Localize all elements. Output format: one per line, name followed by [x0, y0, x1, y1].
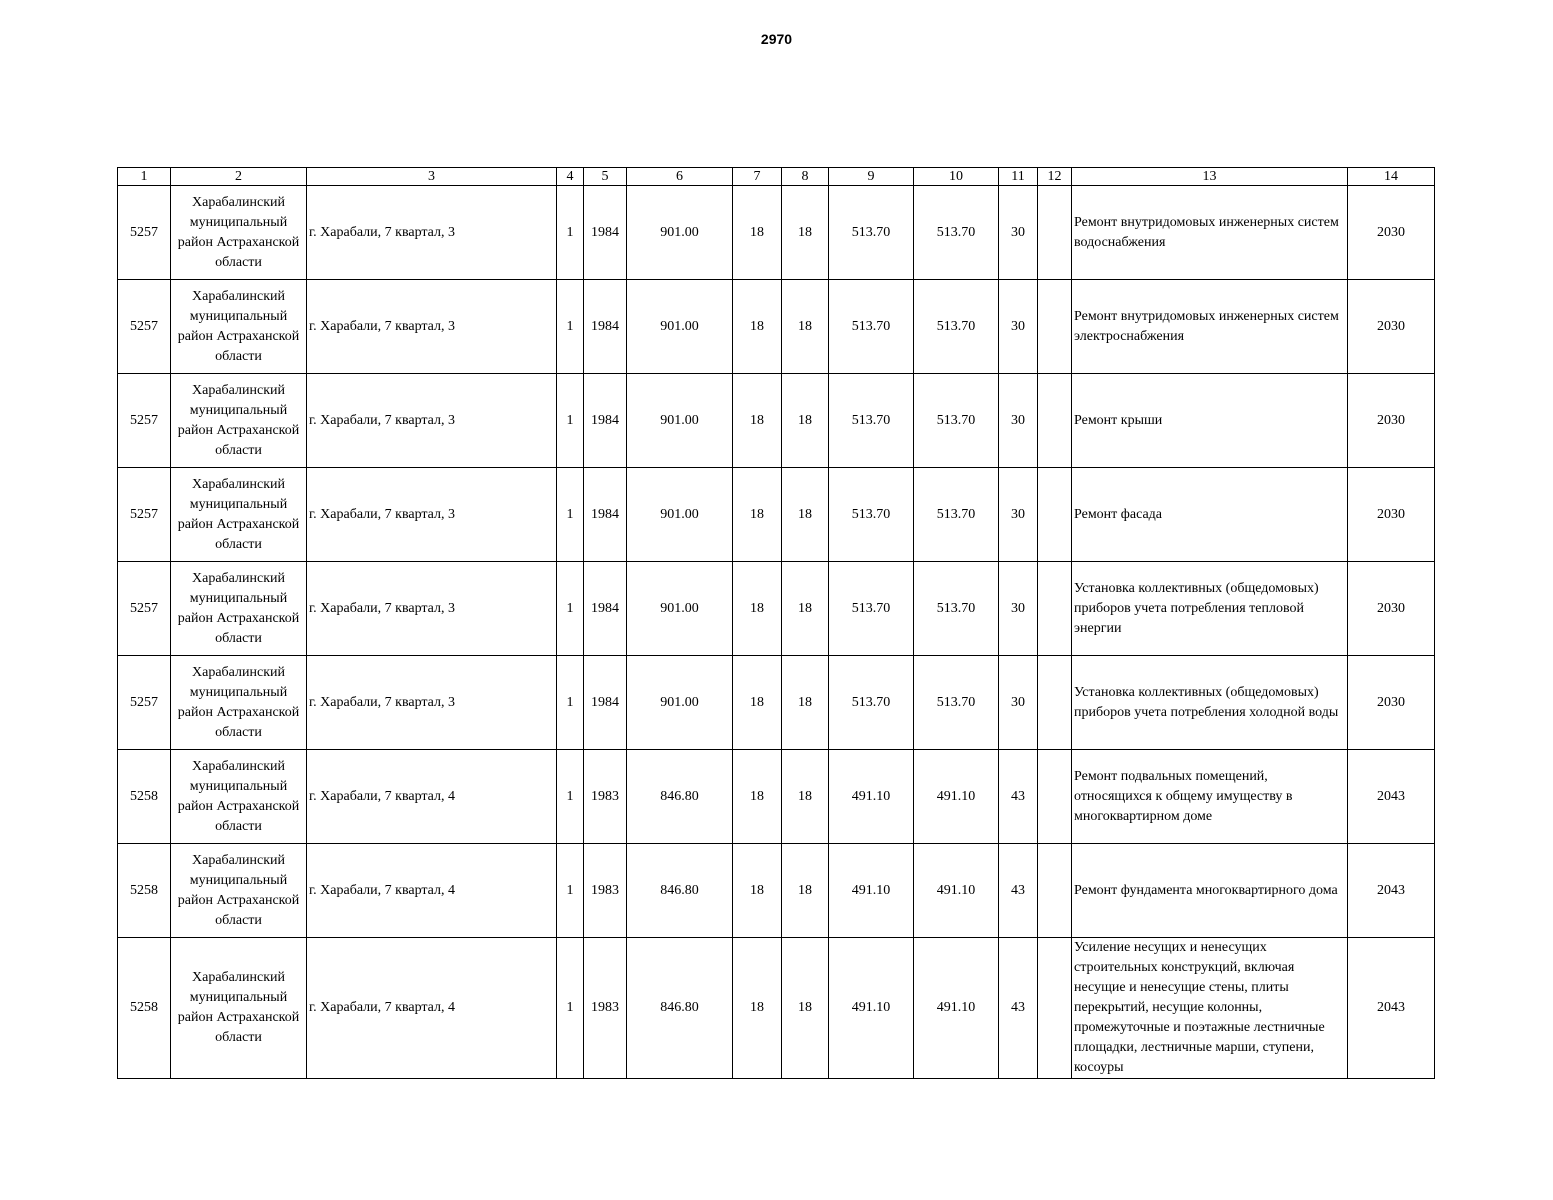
- cell-col8: 18: [782, 280, 829, 374]
- table-row: [118, 938, 1435, 1079]
- header-cell: 2: [171, 168, 307, 186]
- cell-col4: 1: [557, 374, 584, 468]
- cell-col7: 18: [733, 468, 782, 562]
- cell-col11: 30: [999, 186, 1038, 280]
- cell-col11: 43: [999, 844, 1038, 938]
- cell-col4: 1: [557, 468, 584, 562]
- cell-year: 1983: [584, 938, 627, 1079]
- cell-col8: 18: [782, 374, 829, 468]
- cell-col9: 491.10: [829, 750, 914, 844]
- cell-district: Харабалинский муниципальный район Астраханской области: [171, 562, 307, 656]
- header-row: [118, 168, 1435, 186]
- cell-col4: 1: [557, 280, 584, 374]
- cell-col9: 513.70: [829, 656, 914, 750]
- cell-year: 1983: [584, 750, 627, 844]
- cell-col12: [1038, 468, 1072, 562]
- cell-id: 5258: [118, 750, 171, 844]
- cell-col4: 1: [557, 844, 584, 938]
- cell-id: 5257: [118, 280, 171, 374]
- table-row: [118, 562, 1435, 656]
- cell-col12: [1038, 656, 1072, 750]
- cell-col8: 18: [782, 750, 829, 844]
- cell-col12: [1038, 562, 1072, 656]
- cell-col10: 491.10: [914, 938, 999, 1079]
- cell-district: Харабалинский муниципальный район Астраханской области: [171, 844, 307, 938]
- cell-id: 5258: [118, 844, 171, 938]
- cell-plan-year: 2030: [1348, 656, 1435, 750]
- cell-address: г. Харабали, 7 квартал, 3: [307, 468, 557, 562]
- table-row: [118, 844, 1435, 938]
- cell-area-total: 901.00: [627, 280, 733, 374]
- header-cell: 6: [627, 168, 733, 186]
- cell-col12: [1038, 844, 1072, 938]
- cell-plan-year: 2043: [1348, 844, 1435, 938]
- cell-plan-year: 2043: [1348, 938, 1435, 1079]
- cell-address: г. Харабали, 7 квартал, 3: [307, 374, 557, 468]
- cell-col10: 513.70: [914, 186, 999, 280]
- cell-work: Ремонт фундамента многоквартирного дома: [1072, 844, 1348, 938]
- cell-col10: 513.70: [914, 280, 999, 374]
- cell-year: 1984: [584, 280, 627, 374]
- cell-address: г. Харабали, 7 квартал, 4: [307, 938, 557, 1079]
- cell-district: Харабалинский муниципальный район Астраханской области: [171, 186, 307, 280]
- cell-address: г. Харабали, 7 квартал, 3: [307, 186, 557, 280]
- cell-plan-year: 2030: [1348, 280, 1435, 374]
- cell-col12: [1038, 186, 1072, 280]
- cell-district: Харабалинский муниципальный район Астраханской области: [171, 280, 307, 374]
- cell-area-total: 846.80: [627, 750, 733, 844]
- table-row: [118, 656, 1435, 750]
- cell-col4: 1: [557, 750, 584, 844]
- cell-col9: 513.70: [829, 374, 914, 468]
- cell-area-total: 846.80: [627, 844, 733, 938]
- cell-col7: 18: [733, 656, 782, 750]
- cell-col12: [1038, 938, 1072, 1079]
- header-cell: 3: [307, 168, 557, 186]
- cell-col4: 1: [557, 562, 584, 656]
- cell-col10: 491.10: [914, 844, 999, 938]
- cell-year: 1984: [584, 468, 627, 562]
- table-row: [118, 750, 1435, 844]
- cell-id: 5257: [118, 562, 171, 656]
- cell-id: 5257: [118, 656, 171, 750]
- cell-col8: 18: [782, 186, 829, 280]
- cell-col7: 18: [733, 750, 782, 844]
- cell-col7: 18: [733, 938, 782, 1079]
- cell-id: 5257: [118, 468, 171, 562]
- cell-col7: 18: [733, 844, 782, 938]
- header-cell: 14: [1348, 168, 1435, 186]
- cell-work: Ремонт крыши: [1072, 374, 1348, 468]
- cell-plan-year: 2030: [1348, 468, 1435, 562]
- cell-col4: 1: [557, 938, 584, 1079]
- cell-col12: [1038, 750, 1072, 844]
- repair-program-table: [117, 167, 1435, 1079]
- cell-area-total: 901.00: [627, 186, 733, 280]
- cell-year: 1983: [584, 844, 627, 938]
- cell-col9: 491.10: [829, 938, 914, 1079]
- cell-year: 1984: [584, 656, 627, 750]
- header-cell: 7: [733, 168, 782, 186]
- cell-col11: 30: [999, 280, 1038, 374]
- cell-col9: 513.70: [829, 186, 914, 280]
- cell-col12: [1038, 280, 1072, 374]
- cell-col10: 513.70: [914, 468, 999, 562]
- cell-col10: 491.10: [914, 750, 999, 844]
- cell-id: 5257: [118, 186, 171, 280]
- cell-plan-year: 2030: [1348, 374, 1435, 468]
- cell-col9: 513.70: [829, 468, 914, 562]
- cell-district: Харабалинский муниципальный район Астраханской области: [171, 374, 307, 468]
- cell-area-total: 901.00: [627, 374, 733, 468]
- table-row: [118, 468, 1435, 562]
- cell-col11: 30: [999, 656, 1038, 750]
- header-cell: 9: [829, 168, 914, 186]
- table-row: [118, 374, 1435, 468]
- cell-col4: 1: [557, 186, 584, 280]
- cell-col11: 43: [999, 750, 1038, 844]
- cell-plan-year: 2043: [1348, 750, 1435, 844]
- cell-col7: 18: [733, 562, 782, 656]
- cell-plan-year: 2030: [1348, 562, 1435, 656]
- cell-col11: 30: [999, 562, 1038, 656]
- header-cell: 11: [999, 168, 1038, 186]
- cell-district: Харабалинский муниципальный район Астраханской области: [171, 468, 307, 562]
- header-cell: 13: [1072, 168, 1348, 186]
- cell-col7: 18: [733, 280, 782, 374]
- cell-address: г. Харабали, 7 квартал, 3: [307, 280, 557, 374]
- cell-district: Харабалинский муниципальный район Астраханской области: [171, 938, 307, 1079]
- table-row: [118, 280, 1435, 374]
- table-row: [118, 186, 1435, 280]
- cell-col11: 30: [999, 374, 1038, 468]
- cell-id: 5258: [118, 938, 171, 1079]
- cell-work: Установка коллективных (общедомовых) приборов учета потребления холодной воды: [1072, 656, 1348, 750]
- cell-district: Харабалинский муниципальный район Астраханской области: [171, 750, 307, 844]
- cell-col8: 18: [782, 938, 829, 1079]
- cell-col8: 18: [782, 844, 829, 938]
- cell-col10: 513.70: [914, 656, 999, 750]
- cell-col7: 18: [733, 186, 782, 280]
- cell-col11: 43: [999, 938, 1038, 1079]
- header-cell: 8: [782, 168, 829, 186]
- cell-col8: 18: [782, 562, 829, 656]
- cell-address: г. Харабали, 7 квартал, 4: [307, 844, 557, 938]
- cell-col9: 491.10: [829, 844, 914, 938]
- cell-work: Усиление несущих и ненесущих строительных конструкций, включая несущие и ненесущие стены, плиты перекрытий, несущие колонны, промежуточные и поэтажные лестничные площадки, лестничные марши, ступени, косоуры: [1072, 938, 1348, 1079]
- cell-work: Ремонт подвальных помещений, относящихся к общему имуществу в многоквартирном доме: [1072, 750, 1348, 844]
- cell-col7: 18: [733, 374, 782, 468]
- cell-area-total: 901.00: [627, 562, 733, 656]
- header-cell: 5: [584, 168, 627, 186]
- cell-area-total: 846.80: [627, 938, 733, 1079]
- cell-id: 5257: [118, 374, 171, 468]
- cell-col10: 513.70: [914, 562, 999, 656]
- page-number: 2970: [760, 31, 793, 47]
- cell-address: г. Харабали, 7 квартал, 3: [307, 562, 557, 656]
- cell-col8: 18: [782, 468, 829, 562]
- cell-year: 1984: [584, 186, 627, 280]
- cell-col11: 30: [999, 468, 1038, 562]
- cell-col4: 1: [557, 656, 584, 750]
- cell-col9: 513.70: [829, 562, 914, 656]
- cell-year: 1984: [584, 562, 627, 656]
- cell-work: Ремонт внутридомовых инженерных систем электроснабжения: [1072, 280, 1348, 374]
- cell-plan-year: 2030: [1348, 186, 1435, 280]
- cell-area-total: 901.00: [627, 468, 733, 562]
- cell-area-total: 901.00: [627, 656, 733, 750]
- cell-work: Установка коллективных (общедомовых) приборов учета потребления тепловой энергии: [1072, 562, 1348, 656]
- cell-col10: 513.70: [914, 374, 999, 468]
- header-cell: 12: [1038, 168, 1072, 186]
- cell-col8: 18: [782, 656, 829, 750]
- cell-district: Харабалинский муниципальный район Астраханской области: [171, 656, 307, 750]
- cell-work: Ремонт фасада: [1072, 468, 1348, 562]
- cell-address: г. Харабали, 7 квартал, 3: [307, 656, 557, 750]
- cell-address: г. Харабали, 7 квартал, 4: [307, 750, 557, 844]
- cell-col12: [1038, 374, 1072, 468]
- header-cell: 1: [118, 168, 171, 186]
- cell-work: Ремонт внутридомовых инженерных систем водоснабжения: [1072, 186, 1348, 280]
- header-cell: 10: [914, 168, 999, 186]
- cell-col9: 513.70: [829, 280, 914, 374]
- header-cell: 4: [557, 168, 584, 186]
- cell-year: 1984: [584, 374, 627, 468]
